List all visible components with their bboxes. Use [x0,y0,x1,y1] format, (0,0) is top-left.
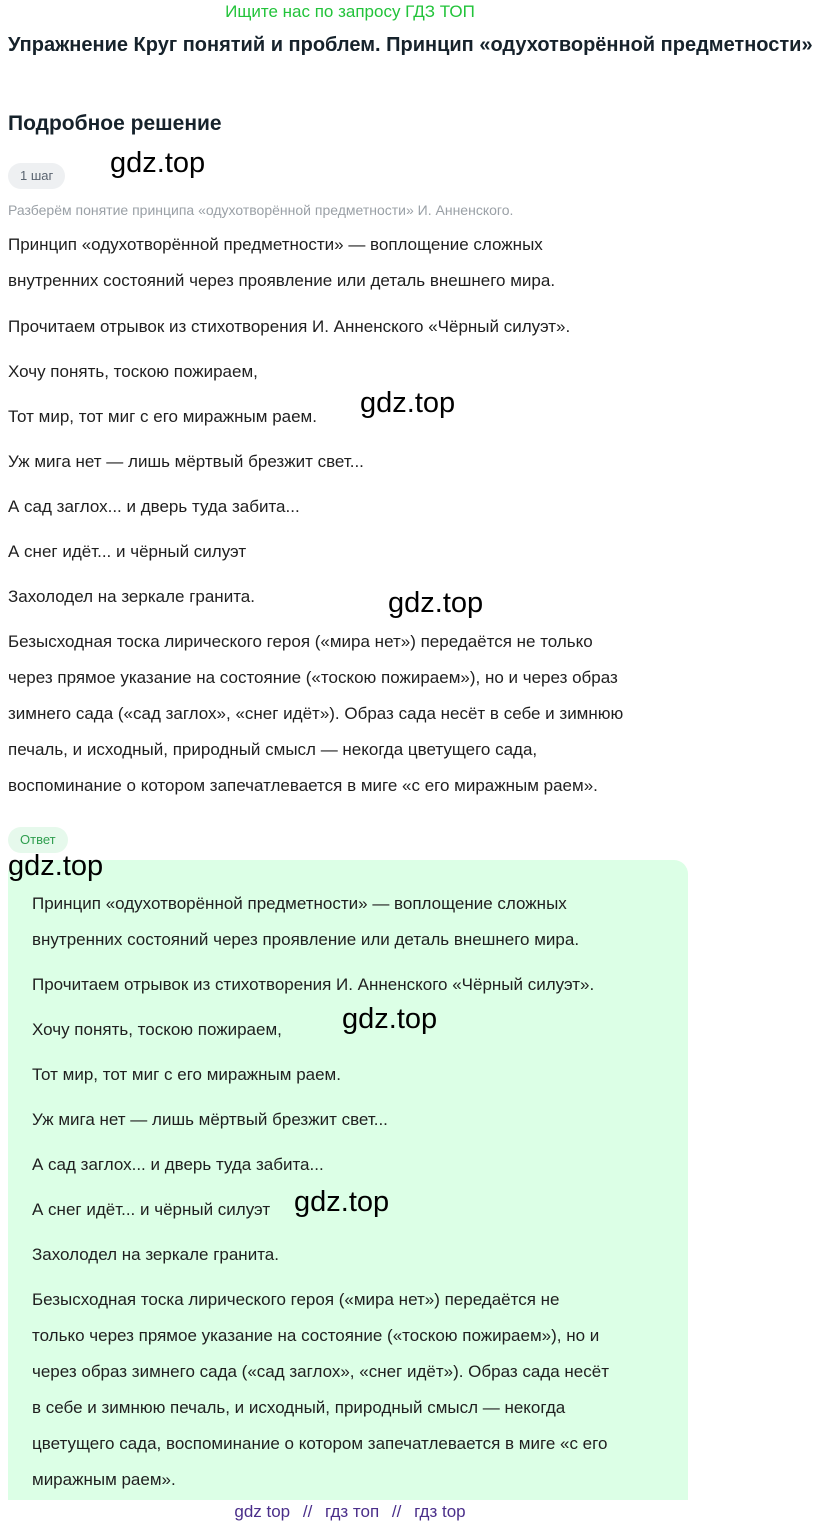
solution-line: Прочитаем отрывок из стихотворения И. Анненского «Чёрный силуэт». [8,317,571,336]
footer-link[interactable]: гдз top [414,1502,466,1521]
watermark: gdz.top [294,1186,390,1218]
solution-line: печаль, и исходный, природный смысл — некогда цветущего сада, [8,740,538,759]
answer-line: Принцип «одухотворённой предметности» — воплощение сложных [32,894,567,913]
solution-line: зимнего сада («сад заглох», «снег идёт»). Образ сада несёт в себе и зимнюю [8,704,624,723]
answer-line: внутренних состояний через проявление или деталь внешнего мира. [32,930,580,949]
answer-line: Прочитаем отрывок из стихотворения И. Анненского «Чёрный силуэт». [32,975,595,994]
answer-line: только через прямое указание на состояние («тоскою пожираем»), но и [32,1326,600,1345]
solution-line: воспоминание о котором запечатлевается в миге «с его миражным раем». [8,776,598,795]
answer-line: цветущего сада, воспоминание о котором запечатлевается в миге «с его [32,1434,608,1453]
footer-link[interactable]: гдз топ [325,1502,380,1521]
poem-line: Хочу понять, тоскою пожираем, [8,362,258,381]
solution-intro: Разберём понятие принципа «одухотворённой предметности» И. Анненского. [8,202,514,218]
poem-line: А снег идёт... и чёрный силуэт [8,542,247,561]
answer-poem-line: Хочу понять, тоскою пожираем, [32,1020,282,1039]
poem-line: Тот мир, тот миг с его миражным раем. [8,407,317,426]
answer-poem-line: Захолодел на зеркале гранита. [32,1245,279,1264]
watermark: gdz.top [388,587,484,619]
answer-line: миражным раем». [32,1470,176,1489]
watermark: gdz.top [342,1003,438,1035]
solution-line: через прямое указание на состояние («тоскою пожираем»), но и через образ [8,668,618,687]
poem-line: Уж мига нет — лишь мёртвый брезжит свет... [8,452,364,471]
answer-line: в себе и зимнюю печаль, и исходный, природный смысл — некогда [32,1398,566,1417]
footer-links [0,1500,700,1524]
solution-line: Принцип «одухотворённой предметности» — воплощение сложных [8,235,543,254]
poem-line: Захолодел на зеркале гранита. [8,587,255,606]
answer-poem-line: А снег идёт... и чёрный силуэт [32,1200,271,1219]
search-banner-link[interactable]: Ищите нас по запросу ГДЗ ТОП [225,2,475,21]
solution-line: внутренних состояний через проявление или деталь внешнего мира. [8,271,556,290]
answer-line: через образ зимнего сада («сад заглох», «снег идёт»). Образ сада несёт [32,1362,610,1381]
watermark: gdz.top [360,387,456,419]
answer-line: Безысходная тоска лирического героя («мира нет») передаётся не [32,1290,560,1309]
answer-box [8,860,688,1500]
watermark: gdz.top [110,147,206,179]
answer-poem-line: Уж мига нет — лишь мёртвый брезжит свет... [32,1110,388,1129]
section-heading: Подробное решение [8,112,222,135]
step-badge: 1 шаг [8,163,65,189]
footer-separator: // [302,1502,313,1521]
footer-separator: // [391,1502,402,1521]
page-title: Упражнение Круг понятий и проблем. Принцип «одухотворённой предметности» [8,34,813,56]
solution-line: Безысходная тоска лирического героя («мира нет») передаётся не только [8,632,593,651]
watermark: gdz.top [8,850,104,882]
answer-poem-line: Тот мир, тот миг с его миражным раем. [32,1065,341,1084]
answer-badge: Ответ [8,827,68,853]
footer-link[interactable]: gdz top [234,1502,291,1521]
answer-poem-line: А сад заглох... и дверь туда забита... [32,1155,324,1174]
poem-line: А сад заглох... и дверь туда забита... [8,497,300,516]
